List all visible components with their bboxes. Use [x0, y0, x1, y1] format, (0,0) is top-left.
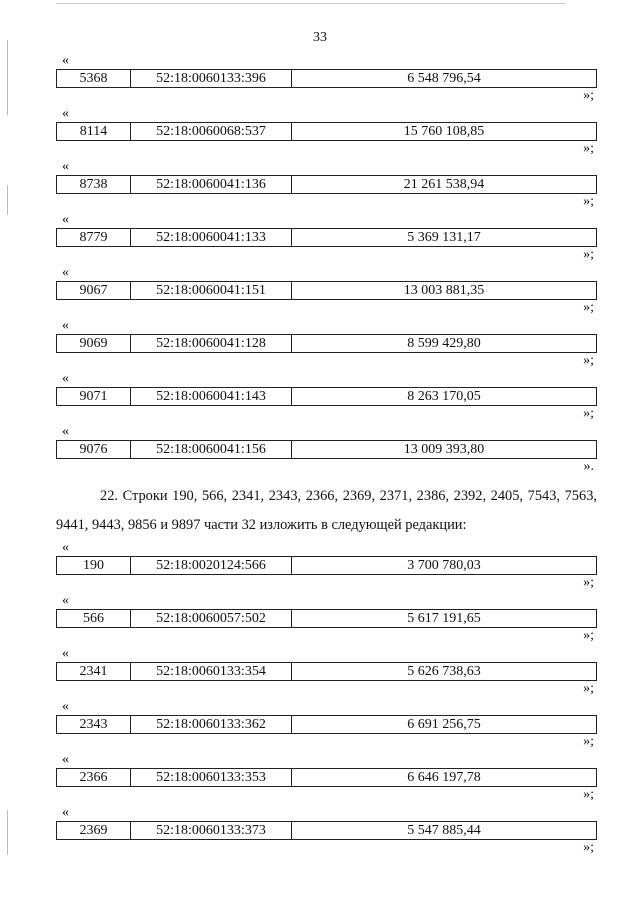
opening-quote: « [62, 540, 69, 555]
scan-top-line [56, 3, 566, 4]
opening-quote: « [62, 646, 69, 661]
closing-quote: »; [583, 194, 594, 209]
closing-quote: »; [583, 628, 594, 643]
row-number-cell: 9071 [57, 388, 131, 405]
table-entry [0, 106, 640, 159]
table-entry [0, 540, 640, 593]
cadastral-value-cell: 3 700 780,03 [407, 558, 481, 573]
cadastral-value-cell: 6 691 256,75 [407, 717, 481, 732]
cadastral-value-cell: 6 646 197,78 [407, 770, 481, 785]
table-row [56, 122, 597, 141]
cadastral-value-cell: 5 369 131,17 [407, 230, 481, 245]
opening-quote: « [62, 424, 69, 439]
opening-quote: « [62, 106, 69, 121]
opening-quote: « [62, 159, 69, 174]
closing-quote: »; [583, 300, 594, 315]
cadastral-number-cell: 52:18:0060041:156 [131, 441, 292, 458]
opening-quote: « [62, 212, 69, 227]
row-number-cell: 8738 [57, 176, 131, 193]
table-entry [0, 593, 640, 646]
row-number-cell: 566 [57, 610, 131, 627]
table-row [56, 228, 597, 247]
table-row [56, 662, 597, 681]
row-number-cell: 2343 [57, 716, 131, 733]
cadastral-number-cell: 52:18:0060041:143 [131, 388, 292, 405]
table-entry [0, 752, 640, 805]
table-entry [0, 265, 640, 318]
cadastral-number-cell: 52:18:0060133:373 [131, 822, 292, 839]
cadastral-number-cell: 52:18:0060041:136 [131, 176, 292, 193]
closing-quote: »; [583, 88, 594, 103]
cadastral-value-cell: 6 548 796,54 [407, 71, 481, 86]
cadastral-value-cell: 5 547 885,44 [407, 823, 481, 838]
closing-quote: »; [583, 575, 594, 590]
row-number-cell: 9069 [57, 335, 131, 352]
section-22-paragraph: 22. Строки 190, 566, 2341, 2343, 2366, 2369, 2371, 2386, 2392, 2405, 7543, 7563, 9441, 9443, 9856 и 9897 части 32 изложить в следующей редакции: [56, 488, 597, 533]
closing-quote: »; [583, 406, 594, 421]
cadastral-value-cell: 15 760 108,85 [403, 124, 485, 139]
table-row [56, 556, 597, 575]
table-entry [0, 371, 640, 424]
table-row [56, 281, 597, 300]
cadastral-number-cell: 52:18:0060057:502 [131, 610, 292, 627]
cadastral-value-cell: 13 003 881,35 [403, 283, 485, 298]
table-row [56, 387, 597, 406]
row-number-cell: 8114 [57, 123, 131, 140]
cadastral-value-cell: 8 263 170,05 [407, 389, 481, 404]
table-entry [0, 646, 640, 699]
closing-quote: ». [583, 459, 594, 474]
closing-quote: »; [583, 787, 594, 802]
opening-quote: « [62, 699, 69, 714]
row-number-cell: 8779 [57, 229, 131, 246]
closing-quote: »; [583, 840, 594, 855]
opening-quote: « [62, 53, 69, 68]
table-entry [0, 805, 640, 858]
table-entry [0, 318, 640, 371]
row-number-cell: 5368 [57, 70, 131, 87]
table-entry [0, 212, 640, 265]
row-number-cell: 2341 [57, 663, 131, 680]
closing-quote: »; [583, 734, 594, 749]
row-number-cell: 190 [57, 557, 131, 574]
opening-quote: « [62, 593, 69, 608]
cadastral-value-cell: 21 261 538,94 [403, 177, 485, 192]
table-entry [0, 53, 640, 106]
cadastral-number-cell: 52:18:0060041:151 [131, 282, 292, 299]
table-row [56, 440, 597, 459]
cadastral-value-cell: 5 626 738,63 [407, 664, 481, 679]
table-entry [0, 424, 640, 477]
cadastral-number-cell: 52:18:0060041:133 [131, 229, 292, 246]
row-number-cell: 2369 [57, 822, 131, 839]
table-row [56, 715, 597, 734]
closing-quote: »; [583, 247, 594, 262]
closing-quote: »; [583, 681, 594, 696]
cadastral-value-cell: 5 617 191,65 [407, 611, 481, 626]
cadastral-number-cell: 52:18:0060133:354 [131, 663, 292, 680]
opening-quote: « [62, 318, 69, 333]
table-row [56, 69, 597, 88]
row-number-cell: 2366 [57, 769, 131, 786]
table-row [56, 609, 597, 628]
page-number: 33 [313, 30, 327, 45]
closing-quote: »; [583, 141, 594, 156]
cadastral-number-cell: 52:18:0060041:128 [131, 335, 292, 352]
table-row [56, 175, 597, 194]
row-number-cell: 9076 [57, 441, 131, 458]
table-entry [0, 159, 640, 212]
cadastral-number-cell: 52:18:0060133:353 [131, 769, 292, 786]
table-entry [0, 699, 640, 752]
opening-quote: « [62, 371, 69, 386]
amendment-rows-group-1 [0, 53, 640, 477]
opening-quote: « [62, 805, 69, 820]
opening-quote: « [62, 265, 69, 280]
closing-quote: »; [583, 353, 594, 368]
document-body [0, 53, 640, 858]
cadastral-number-cell: 52:18:0060133:396 [131, 70, 292, 87]
amendment-rows-group-2 [0, 540, 640, 858]
cadastral-value-cell: 8 599 429,80 [407, 336, 481, 351]
cadastral-value-cell: 13 009 393,80 [403, 442, 485, 457]
row-number-cell: 9067 [57, 282, 131, 299]
cadastral-number-cell: 52:18:0020124:566 [131, 557, 292, 574]
cadastral-number-cell: 52:18:0060068:537 [131, 123, 292, 140]
cadastral-number-cell: 52:18:0060133:362 [131, 716, 292, 733]
table-row [56, 334, 597, 353]
table-row [56, 768, 597, 787]
opening-quote: « [62, 752, 69, 767]
table-row [56, 821, 597, 840]
